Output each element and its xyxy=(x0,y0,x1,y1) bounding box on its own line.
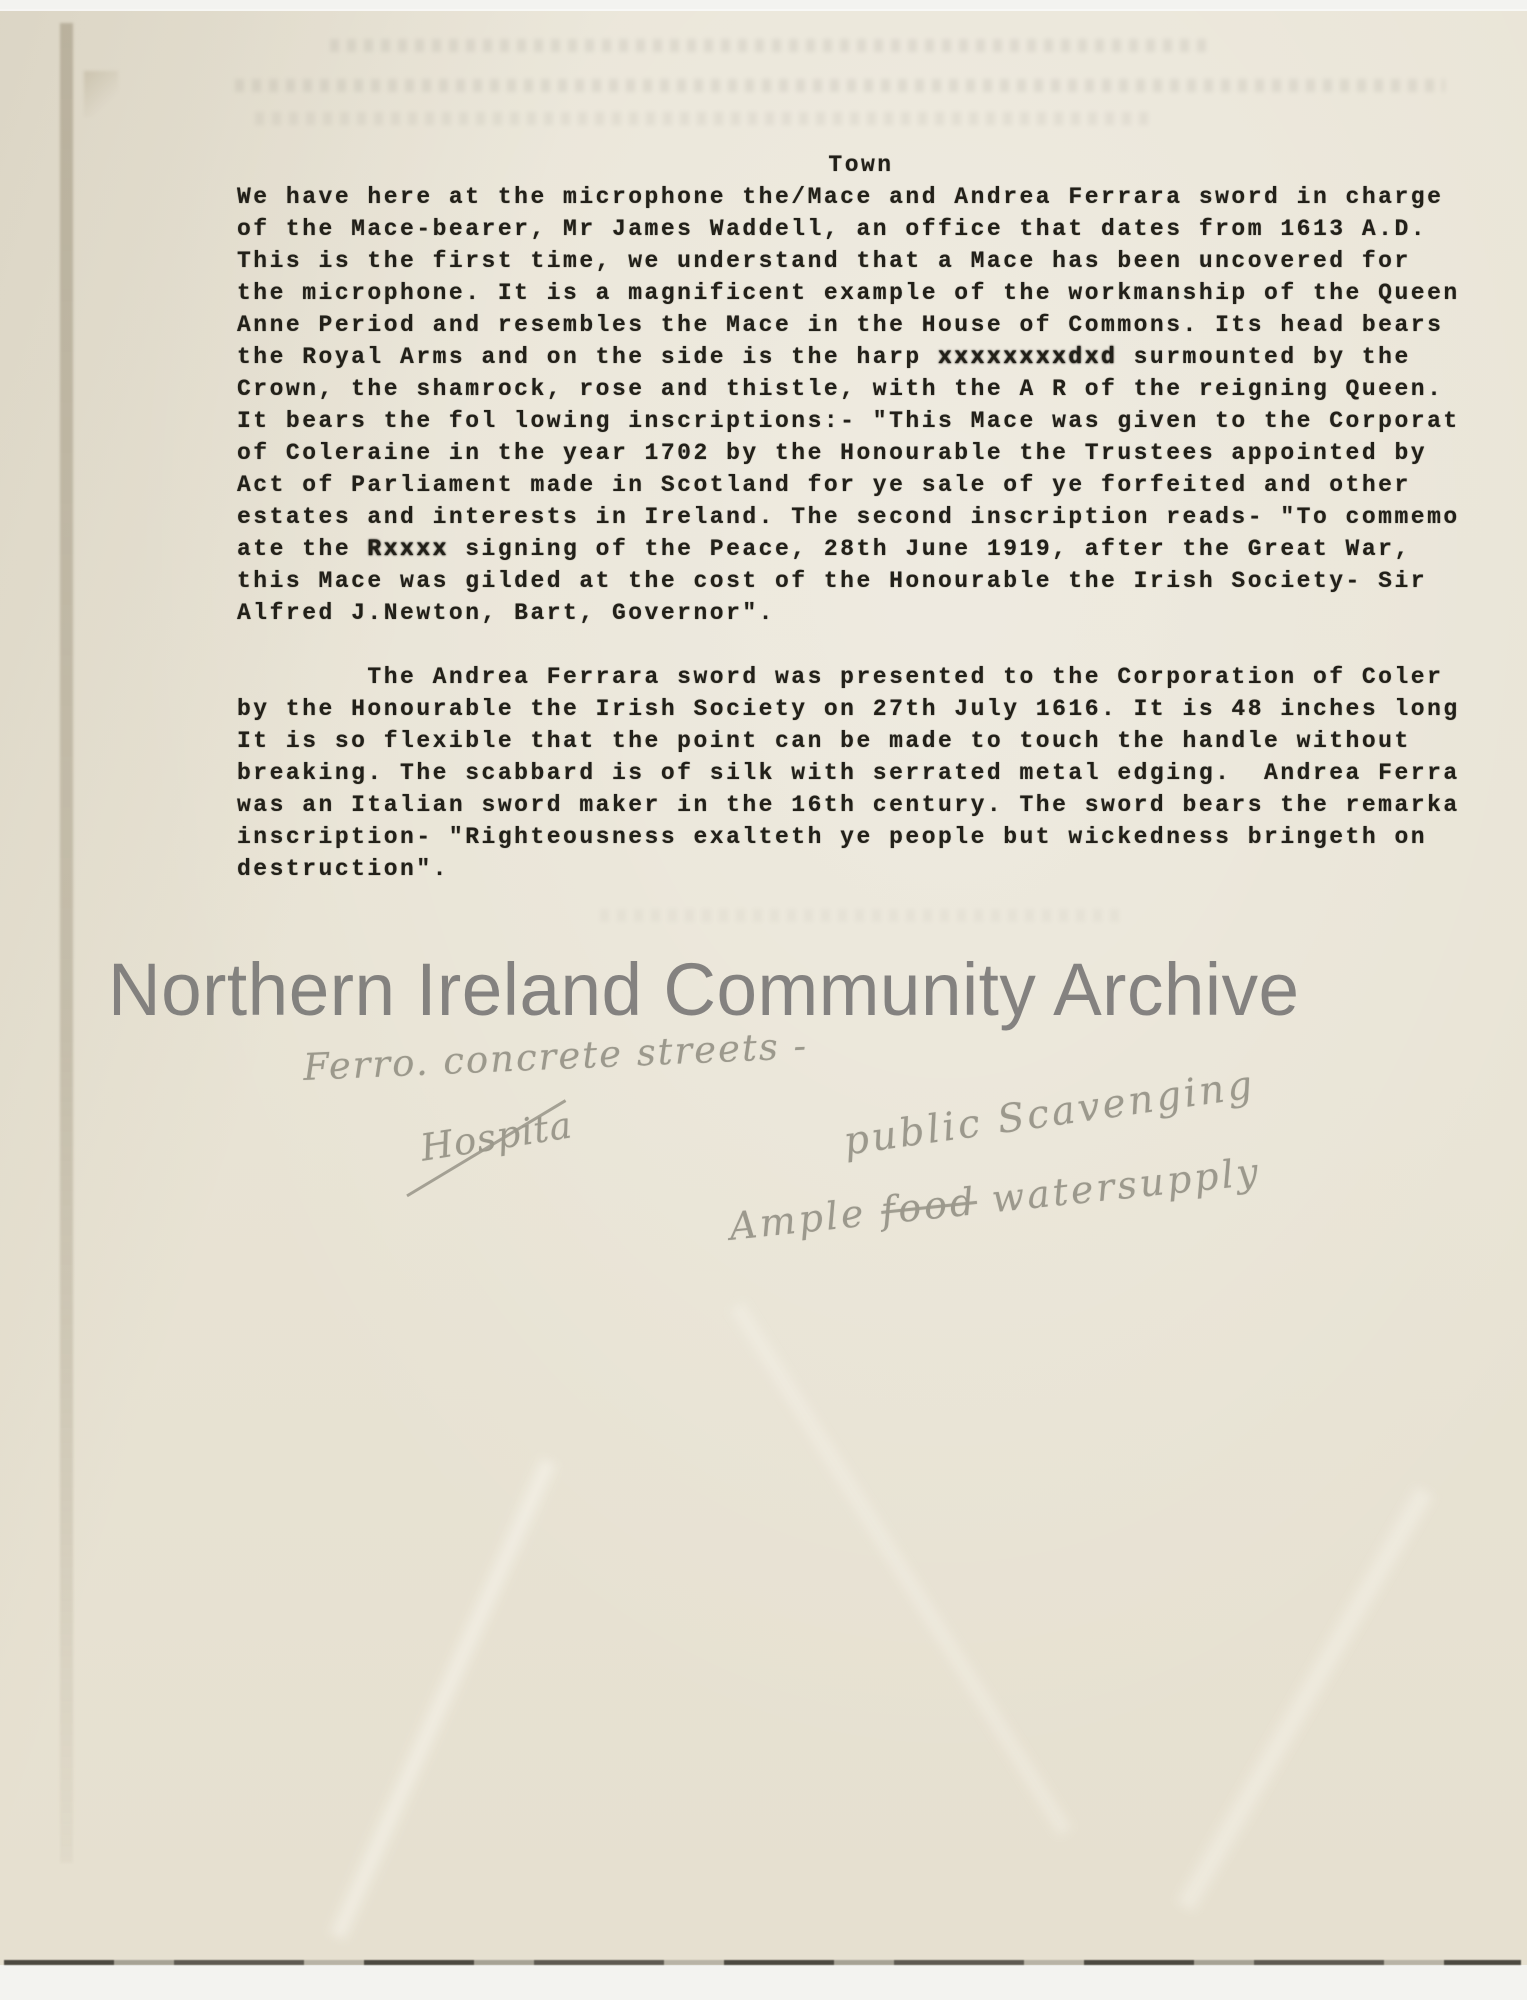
typed-line: estates and interests in Ireland. The second inscription reads- "To commemo xyxy=(237,504,1460,530)
typed-line: destruction". xyxy=(237,856,449,882)
paper-crease xyxy=(325,1456,560,1942)
typed-line: The Andrea Ferrara sword was presented to the Corporation of Coler xyxy=(237,664,1444,690)
typed-line: Act of Parliament made in Scotland for ye sale of ye forfeited and other xyxy=(237,472,1411,498)
paragraph-sword xyxy=(237,661,1485,885)
handwritten-note-public-scavenging: public Scavenging xyxy=(840,1062,1258,1165)
bleed-through-smudge xyxy=(255,112,1155,125)
typed-line: It bears the fol lowing inscriptions:- "This Mace was given to the Corporat xyxy=(237,408,1460,434)
overstrike-text: Rxxxx xyxy=(367,536,449,562)
typed-line: inscription- "Righteousness exalteth ye people but wickedness bringeth on xyxy=(237,824,1428,850)
paper-crease xyxy=(727,1300,1074,1837)
hospital-text: Hospita xyxy=(417,1103,576,1170)
vertical-fold-crease xyxy=(60,23,73,1863)
typed-line: It is so flexible that the point can be made to touch the handle without xyxy=(237,728,1411,754)
bleed-through-smudge xyxy=(600,909,1120,922)
top-left-fold-mark xyxy=(84,71,118,117)
typewritten-text-block xyxy=(237,149,1485,885)
typed-line: by the Honourable the Irish Society on 27th July 1616. It is 48 inches long xyxy=(237,696,1460,722)
typed-line: of the Mace-bearer, Mr James Waddell, an office that dates from 1613 A.D. xyxy=(237,216,1428,242)
bleed-through-smudge xyxy=(330,39,1210,52)
typed-line: was an Italian sword maker in the 16th century. The sword bears the remarka xyxy=(237,792,1460,818)
paper-crease xyxy=(1172,1484,1438,1915)
typed-line: of Coleraine in the year 1702 by the Honourable the Trustees appointed by xyxy=(237,440,1428,466)
typed-line: this Mace was gilded at the cost of the Honourable the Irish Society- Sir xyxy=(237,568,1428,594)
typed-line: This is the first time, we understand that a Mace has been uncovered for xyxy=(237,248,1411,274)
handwritten-note-ferro-concrete: Ferro. concrete streets - xyxy=(302,1024,809,1089)
typed-line: ate the Rxxxx signing of the Peace, 28th June 1919, after the Great War, xyxy=(237,536,1411,562)
handwritten-note-water-supply xyxy=(727,1149,1263,1249)
overstrike-text: xxxxxxxxdxd xyxy=(938,344,1118,370)
bleed-through-smudge xyxy=(235,79,1445,92)
paper-bottom-edge xyxy=(4,1960,1521,1965)
typed-line: We have here at the microphone the/Mace and Andrea Ferrara sword in charge xyxy=(237,184,1444,210)
typed-line: the Royal Arms and on the side is the harp xxxxxxxxdxd surmounted by the xyxy=(237,344,1411,370)
document-title: Town xyxy=(828,152,894,178)
typed-line: the microphone. It is a magnificent example of the workmanship of the Queen xyxy=(237,280,1460,306)
typed-line: Anne Period and resembles the Mace in the House of Commons. Its head bears xyxy=(237,312,1444,338)
typed-line: breaking. The scabbard is of silk with serrated metal edging. Andrea Ferra xyxy=(237,760,1460,786)
scanned-document-page xyxy=(0,9,1527,1965)
handwritten-note-hospital xyxy=(418,1103,576,1169)
archive-watermark: Northern Ireland Community Archive xyxy=(108,948,1300,1031)
paragraph-mace xyxy=(237,181,1485,629)
typed-line: Crown, the shamrock, rose and thistle, with the A R of the reigning Queen. xyxy=(237,376,1444,402)
water-supply-text: watersupply xyxy=(974,1149,1263,1223)
ample-text: Ample xyxy=(727,1189,884,1249)
typed-line: Alfred J.Newton, Bart, Governor". xyxy=(237,600,775,626)
struck-word-food: food xyxy=(878,1179,980,1233)
